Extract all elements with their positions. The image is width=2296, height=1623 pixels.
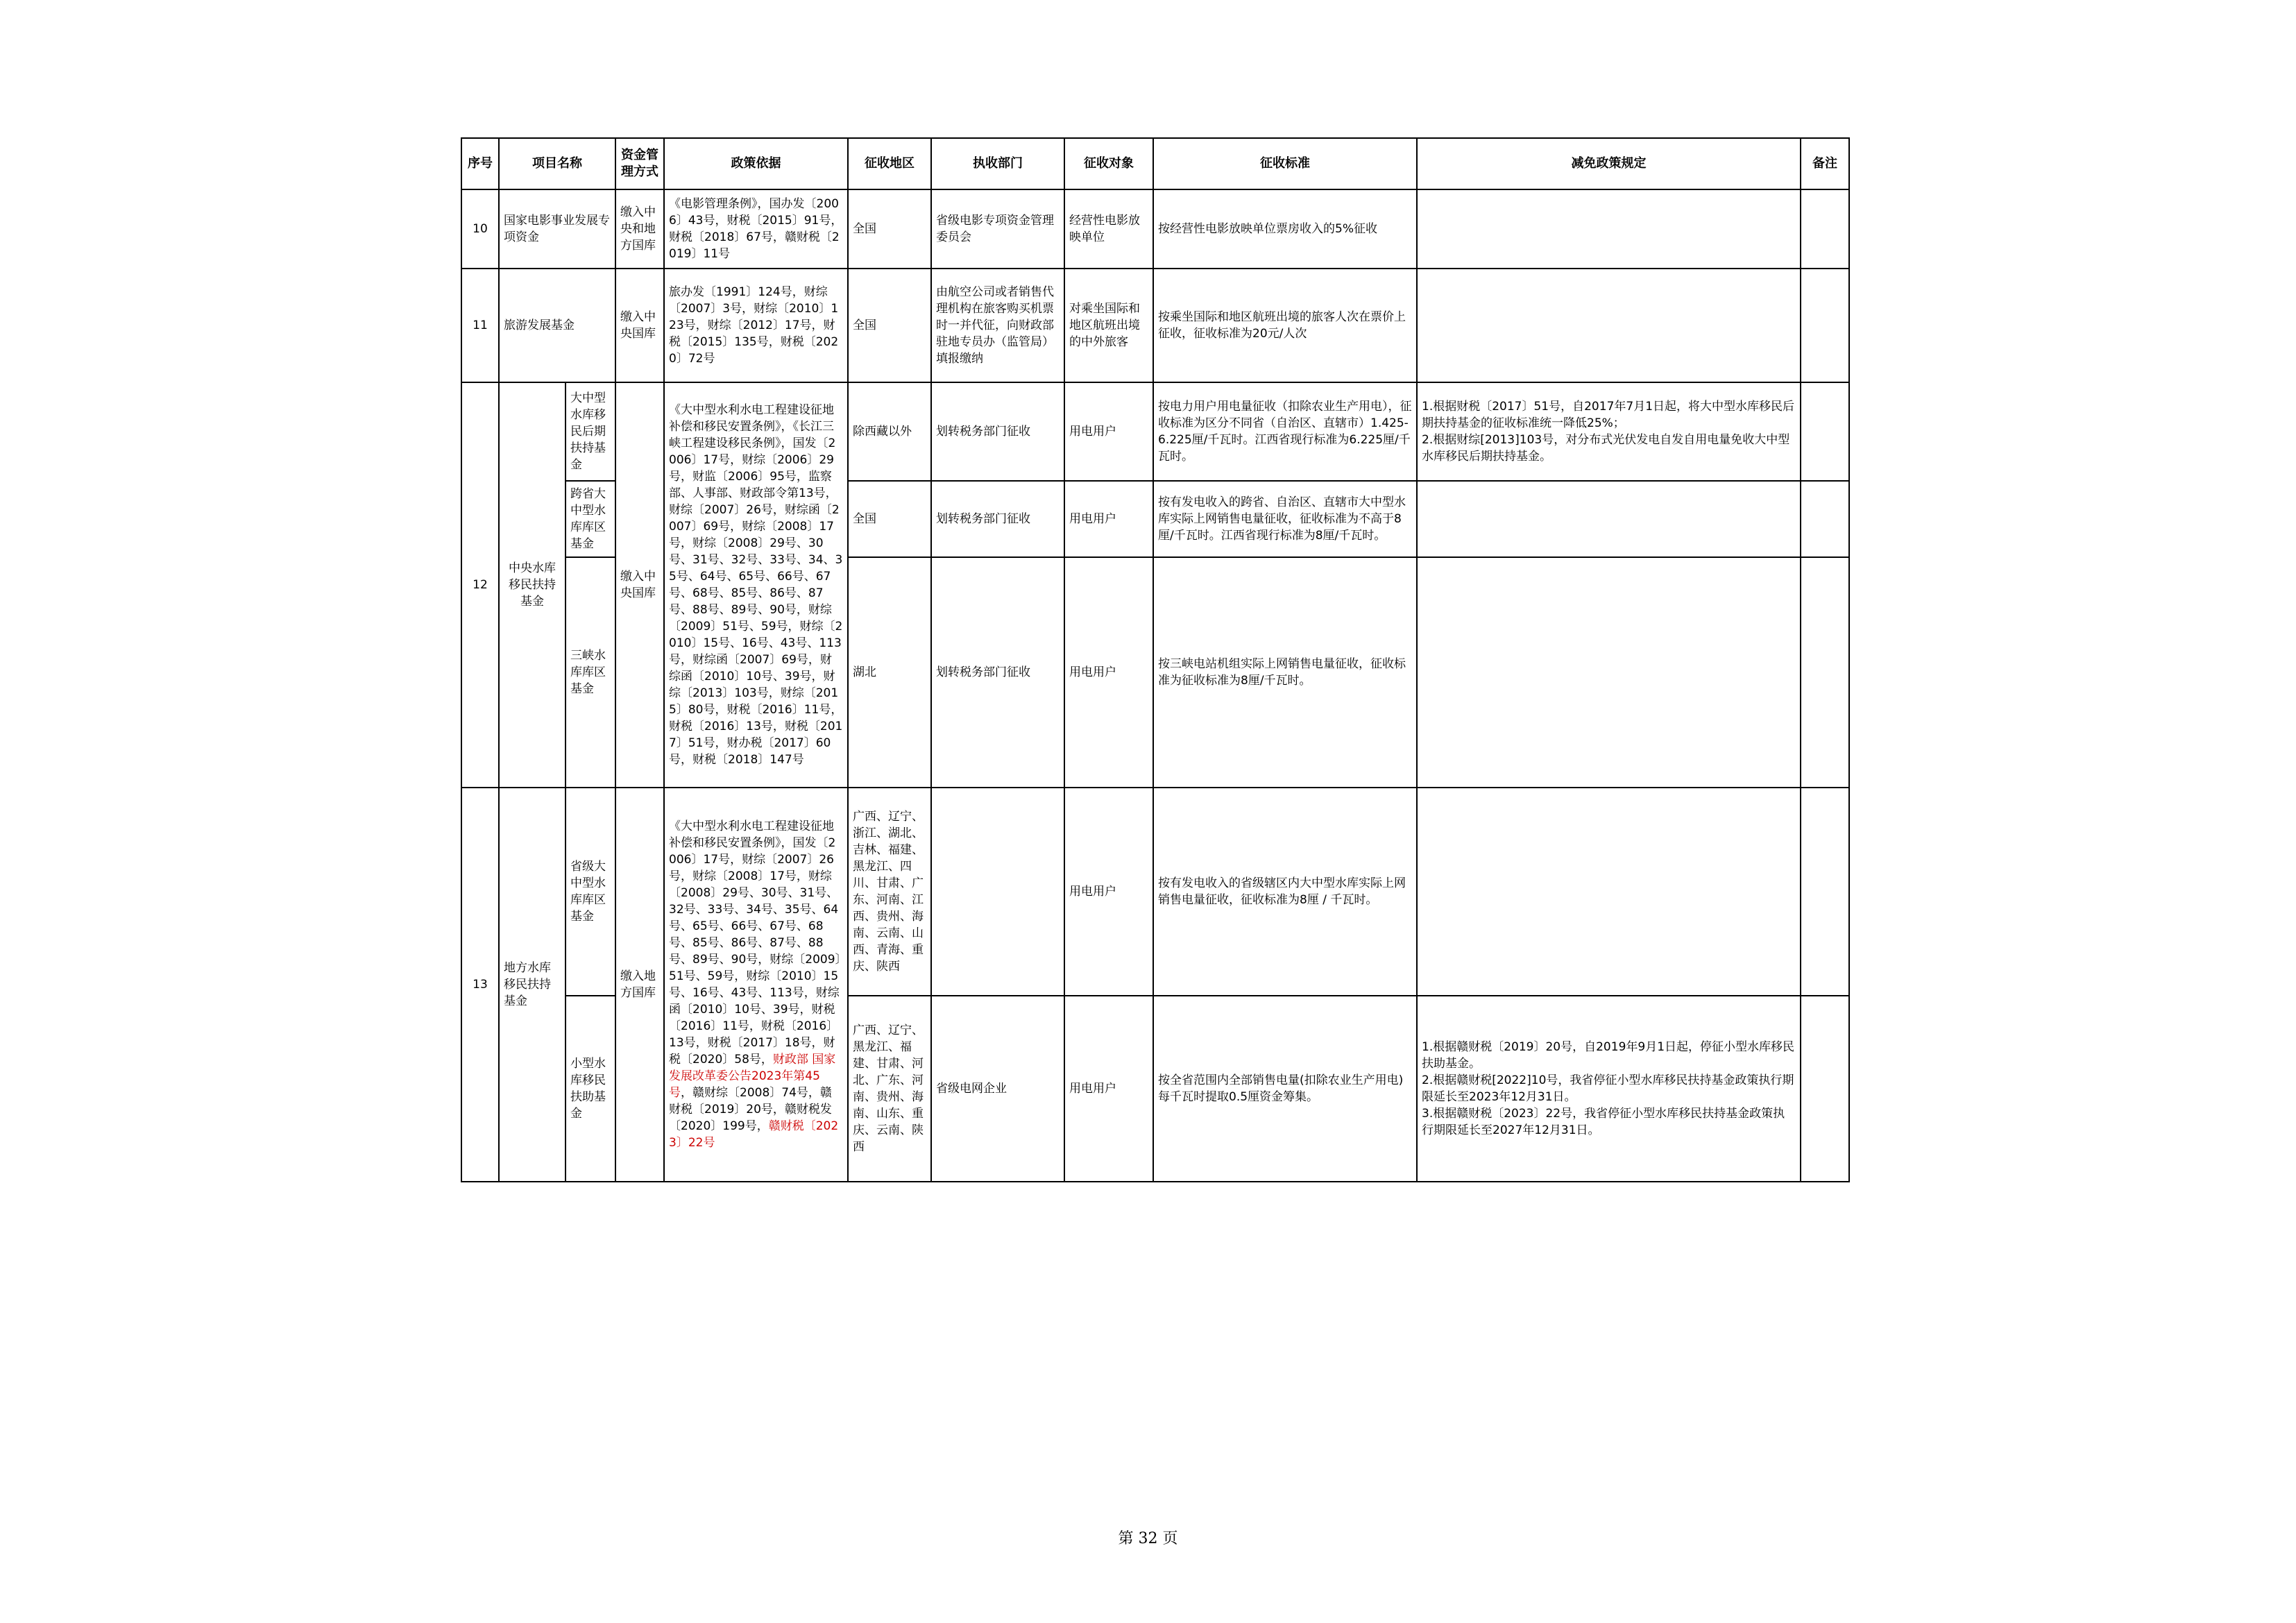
sub-standard: 按电力用户用电量征收（扣除农业生产用电），征收标准为区分不同省（自治区、直辖市）1.425-6.225厘/千瓦时。江西省现行标准为6.225厘/千瓦时。 xyxy=(1153,382,1417,481)
sub-name: 省级大中型水库库区基金 xyxy=(566,788,615,996)
sub-dept: 划转税务部门征收 xyxy=(931,382,1064,481)
sub-name: 跨省大中型水库库区基金 xyxy=(566,481,615,557)
sub-dept xyxy=(931,788,1064,996)
table-row xyxy=(461,269,1849,382)
row-fund: 缴入中央国库 xyxy=(615,269,664,382)
header-fund: 资金管理方式 xyxy=(615,138,664,189)
sub-dept: 省级电网企业 xyxy=(931,996,1064,1182)
row-area: 全国 xyxy=(848,189,931,269)
row-fund: 缴入中央和地方国库 xyxy=(615,189,664,269)
fee-table xyxy=(461,137,1850,1182)
row-standard: 按乘坐国际和地区航班出境的旅客人次在票价上征收，征收标准为20元/人次 xyxy=(1153,269,1417,382)
page-number: 第 32 页 xyxy=(1118,1530,1178,1547)
header-standard: 征收标准 xyxy=(1153,138,1417,189)
header-target: 征收对象 xyxy=(1064,138,1153,189)
row-fund: 缴入中央国库 xyxy=(615,382,664,788)
row-basis: 旅办发〔1991〕124号，财综〔2007〕3号，财综〔2010〕123号，财综〔2012〕17号，财税〔2015〕135号，财税〔2020〕72号 xyxy=(664,269,848,382)
table-row xyxy=(461,382,1849,481)
row-remark xyxy=(1801,382,1849,481)
basis-highlight: 赣财税〔2023〕22号 xyxy=(669,1119,839,1150)
row-area: 全国 xyxy=(848,269,931,382)
row-seq: 11 xyxy=(461,269,499,382)
sub-name: 三峡水库库区基金 xyxy=(566,557,615,788)
sub-target: 用电用户 xyxy=(1064,996,1153,1182)
sub-name: 小型水库移民扶助基金 xyxy=(566,996,615,1182)
sub-dept: 划转税务部门征收 xyxy=(931,557,1064,788)
row-name: 地方水库移民扶持基金 xyxy=(499,788,566,1182)
sub-relief xyxy=(1417,788,1801,996)
row-dept: 省级电影专项资金管理委员会 xyxy=(931,189,1064,269)
relief-line: 2.根据财综[2013]103号，对分布式光伏发电自发自用电量免收大中型水库移民后期扶持基金。 xyxy=(1422,433,1790,464)
sub-area: 全国 xyxy=(848,481,931,557)
row-target: 经营性电影放映单位 xyxy=(1064,189,1153,269)
row-basis: 《大中型水利水电工程建设征地补偿和移民安置条例》，《长江三峡工程建设移民条例》，国发〔2006〕17号，财综〔2006〕29号，财监〔2006〕95号，监察部、人事部、财政部令第13号，财综〔2007〕26号，财综函〔2007〕69号，财综〔2008〕17号，财综〔2008〕29号、30号、31号、32号、33号、34、35号、64号、65号、66号、67号、68号、85号、86号、87号、88号、89号、90号，财综〔2009〕51号、59号，财综〔2010〕15号、16号、43号、113号，财综函〔2007〕69号，财综函〔2010〕10号、39号，财综〔2013〕103号，财综〔2015〕80号，财税〔2016〕11号，财税〔2016〕13号，财税〔2017〕51号，财办税〔2017〕60号，财税〔2018〕147号 xyxy=(664,382,848,788)
sub-target: 用电用户 xyxy=(1064,382,1153,481)
row-basis: 《电影管理条例》，国办发〔2006〕43号，财税〔2015〕91号，财税〔2018〕67号，赣财税〔2019〕11号 xyxy=(664,189,848,269)
sub-target: 用电用户 xyxy=(1064,788,1153,996)
row-name: 国家电影事业发展专项资金 xyxy=(499,189,615,269)
relief-line: 2.根据赣财税[2022]10号，我省停征小型水库移民扶持基金政策执行期限延长至2023年12月31日。 xyxy=(1422,1073,1794,1104)
header-row xyxy=(461,138,1849,189)
row-seq: 12 xyxy=(461,382,499,788)
basis-text: ，赣财综〔2008〕74号，赣财税〔2019〕20号，赣财税发〔2020〕199号， xyxy=(669,1086,832,1133)
row-target: 对乘坐国际和地区航班出境的中外旅客 xyxy=(1064,269,1153,382)
row-seq: 10 xyxy=(461,189,499,269)
sub-standard: 按全省范围内全部销售电量(扣除农业生产用电)每千瓦时提取0.5厘资金筹集。 xyxy=(1153,996,1417,1182)
relief-line: 1.根据赣财税〔2019〕20号，自2019年9月1日起，停征小型水库移民扶助基金。 xyxy=(1422,1040,1795,1071)
basis-text: 《大中型水利水电工程建设征地补偿和移民安置条例》，国发〔2006〕17号，财综〔2007〕26号，财综〔2008〕17号，财综〔2008〕29号、30号、31号、32号、33号、34号、35号、64号、65号、66号、67号、68号、85号、86号、87号、88号、89号、90号，财综〔2009〕51号、59号，财综〔2010〕15号、16号、43号、113号，财综函〔2010〕10号、39号，财税〔2016〕11号，财税〔2016〕13号，财税〔2017〕18号，财税〔2020〕58号， xyxy=(669,819,842,1067)
sub-target: 用电用户 xyxy=(1064,557,1153,788)
table-row xyxy=(461,189,1849,269)
basis-highlight: 财政部 国家发展改革委公告2023年第45号 xyxy=(669,1053,836,1100)
relief-line: 3.根据赣财税〔2023〕22号，我省停征小型水库移民扶持基金政策执行期限延长至2027年12月31日。 xyxy=(1422,1107,1785,1137)
row-remark xyxy=(1801,788,1849,996)
relief-line: 1.根据财税〔2017〕51号，自2017年7月1日起，将大中型水库移民后期扶持基金的征收标准统一降低25%； xyxy=(1422,400,1795,430)
header-basis: 政策依据 xyxy=(664,138,848,189)
sub-standard: 按有发电收入的省级辖区内大中型水库实际上网销售电量征收，征收标准为8厘 / 千瓦时。 xyxy=(1153,788,1417,996)
row-remark xyxy=(1801,189,1849,269)
sub-name: 大中型水库移民后期扶持基金 xyxy=(566,382,615,481)
row-remark xyxy=(1801,269,1849,382)
header-relief: 减免政策规定 xyxy=(1417,138,1801,189)
sub-relief xyxy=(1417,481,1801,557)
sub-area: 广西、辽宁、黑龙江、福建、甘肃、河北、广东、河南、贵州、海南、山东、重庆、云南、陕西 xyxy=(848,996,931,1182)
sub-relief xyxy=(1417,996,1801,1182)
sub-relief xyxy=(1417,382,1801,481)
header-dept: 执收部门 xyxy=(931,138,1064,189)
row-relief xyxy=(1417,269,1801,382)
row-standard: 按经营性电影放映单位票房收入的5%征收 xyxy=(1153,189,1417,269)
row-name: 中央水库移民扶持基金 xyxy=(499,382,566,788)
header-remark: 备注 xyxy=(1801,138,1849,189)
sub-area: 广西、辽宁、浙江、湖北、吉林、福建、黑龙江、四川、甘肃、广东、河南、江西、贵州、海南、云南、山西、青海、重庆、陕西 xyxy=(848,788,931,996)
row-remark xyxy=(1801,557,1849,788)
header-area: 征收地区 xyxy=(848,138,931,189)
row-remark xyxy=(1801,481,1849,557)
row-dept: 由航空公司或者销售代理机构在旅客购买机票时一并代征，向财政部驻地专员办（监管局）填报缴纳 xyxy=(931,269,1064,382)
sub-area: 除西藏以外 xyxy=(848,382,931,481)
table-row xyxy=(461,788,1849,996)
row-fund: 缴入地方国库 xyxy=(615,788,664,1182)
row-seq: 13 xyxy=(461,788,499,1182)
row-basis xyxy=(664,788,848,1182)
row-relief xyxy=(1417,189,1801,269)
sub-target: 用电用户 xyxy=(1064,481,1153,557)
row-remark xyxy=(1801,996,1849,1182)
sub-standard: 按三峡电站机组实际上网销售电量征收，征收标准为征收标准为8厘/千瓦时。 xyxy=(1153,557,1417,788)
sub-area: 湖北 xyxy=(848,557,931,788)
header-name: 项目名称 xyxy=(499,138,615,189)
sub-relief xyxy=(1417,557,1801,788)
header-seq: 序号 xyxy=(461,138,499,189)
row-name: 旅游发展基金 xyxy=(499,269,615,382)
sub-dept: 划转税务部门征收 xyxy=(931,481,1064,557)
sub-standard: 按有发电收入的跨省、自治区、直辖市大中型水库实际上网销售电量征收，征收标准为不高于8厘/千瓦时。江西省现行标准为8厘/千瓦时。 xyxy=(1153,481,1417,557)
